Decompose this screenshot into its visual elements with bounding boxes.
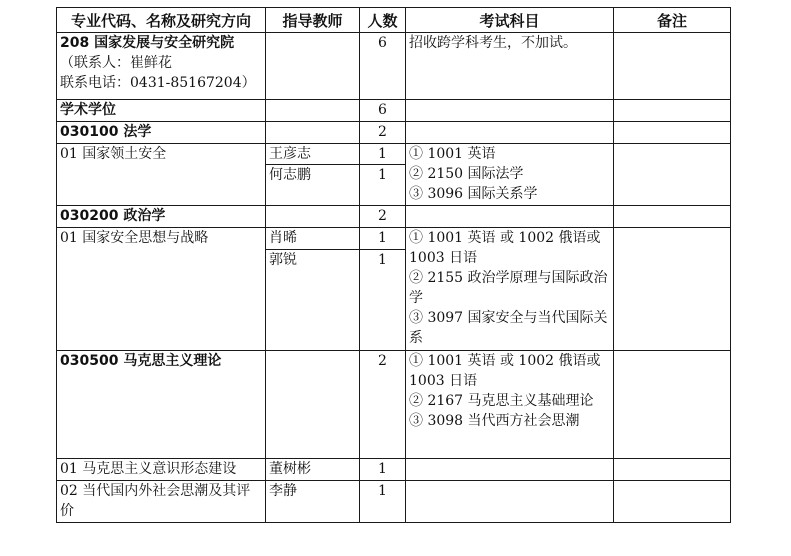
institute-remark: 招收跨学科考生，不加试。 bbox=[406, 33, 614, 100]
header-major: 专业代码、名称及研究方向 bbox=[57, 8, 266, 33]
law-major-row bbox=[57, 122, 731, 144]
header-note: 备注 bbox=[614, 8, 731, 33]
institute-phone: 联系电话：0431-85167204） bbox=[60, 75, 256, 91]
law-exams bbox=[406, 144, 614, 206]
marxism-advisor-2: 李静 bbox=[266, 481, 360, 523]
law-note bbox=[614, 144, 731, 206]
politics-major: 030200 政治学 bbox=[57, 206, 266, 228]
marxism-exam-2: ② 2167 马克思主义基础理论 bbox=[409, 393, 594, 409]
institute-cell bbox=[57, 33, 266, 100]
institute-contact: （联系人：崔鲜花 bbox=[60, 55, 172, 71]
institute-note bbox=[614, 33, 731, 100]
marxism-note bbox=[614, 351, 731, 459]
law-advisor-1-count: 1 bbox=[360, 144, 406, 165]
law-major: 030100 法学 bbox=[57, 122, 266, 144]
academic-row bbox=[57, 100, 731, 122]
marxism-major: 030500 马克思主义理论 bbox=[57, 351, 266, 459]
marxism-advisor-1: 董树彬 bbox=[266, 459, 360, 481]
institute-title: 208 国家发展与安全研究院 bbox=[60, 35, 235, 51]
law-advisor-2: 何志鹏 bbox=[266, 165, 360, 206]
header-advisor: 指导教师 bbox=[266, 8, 360, 33]
marxism-direction-1-row bbox=[57, 459, 731, 481]
marxism-direction-1: 01 马克思主义意识形态建设 bbox=[57, 459, 266, 481]
header-row bbox=[57, 8, 731, 33]
marxism-exam-3: ③ 3098 当代西方社会思潮 bbox=[409, 413, 580, 429]
politics-direction-row bbox=[57, 228, 731, 250]
institute-advisor-cell bbox=[266, 33, 360, 100]
law-exam-2: ② 2150 国际法学 bbox=[409, 166, 524, 182]
academic-label: 学术学位 bbox=[57, 100, 266, 122]
academic-count: 6 bbox=[360, 100, 406, 122]
politics-exam-1: ① 1001 英语 或 1002 俄语或 1003 日语 bbox=[409, 230, 601, 266]
politics-major-row bbox=[57, 206, 731, 228]
marxism-exam-1: ① 1001 英语 或 1002 俄语或 1003 日语 bbox=[409, 353, 601, 389]
politics-advisor-2-count: 1 bbox=[360, 250, 406, 351]
politics-advisor-2: 郭锐 bbox=[266, 250, 360, 351]
politics-exams bbox=[406, 228, 614, 351]
politics-note bbox=[614, 228, 731, 351]
politics-exam-2: ② 2155 政治学原理与国际政治学 bbox=[409, 270, 608, 306]
enrollment-table bbox=[56, 7, 731, 523]
marxism-advisor-1-count: 1 bbox=[360, 459, 406, 481]
law-advisor-1: 王彦志 bbox=[266, 144, 360, 165]
law-exam-3: ③ 3096 国际关系学 bbox=[409, 186, 538, 202]
header-count: 人数 bbox=[360, 8, 406, 33]
politics-direction: 01 国家安全思想与战略 bbox=[57, 228, 266, 351]
law-exam-1: ① 1001 英语 bbox=[409, 146, 496, 162]
politics-exam-3: ③ 3097 国家安全与当代国际关系 bbox=[409, 310, 608, 346]
marxism-advisor-2-count: 1 bbox=[360, 481, 406, 523]
politics-count: 2 bbox=[360, 206, 406, 228]
marxism-major-row bbox=[57, 351, 731, 459]
marxism-direction-2-row bbox=[57, 481, 731, 523]
law-advisor-2-count: 1 bbox=[360, 165, 406, 206]
law-direction-row bbox=[57, 144, 731, 165]
institute-count: 6 bbox=[360, 33, 406, 100]
marxism-count: 2 bbox=[360, 351, 406, 459]
politics-advisor-1: 肖晞 bbox=[266, 228, 360, 250]
header-exam: 考试科目 bbox=[406, 8, 614, 33]
politics-advisor-1-count: 1 bbox=[360, 228, 406, 250]
law-direction: 01 国家领土安全 bbox=[57, 144, 266, 206]
marxism-direction-2: 02 当代国内外社会思潮及其评价 bbox=[57, 481, 266, 523]
law-count: 2 bbox=[360, 122, 406, 144]
institute-row bbox=[57, 33, 731, 100]
marxism-exams bbox=[406, 351, 614, 459]
